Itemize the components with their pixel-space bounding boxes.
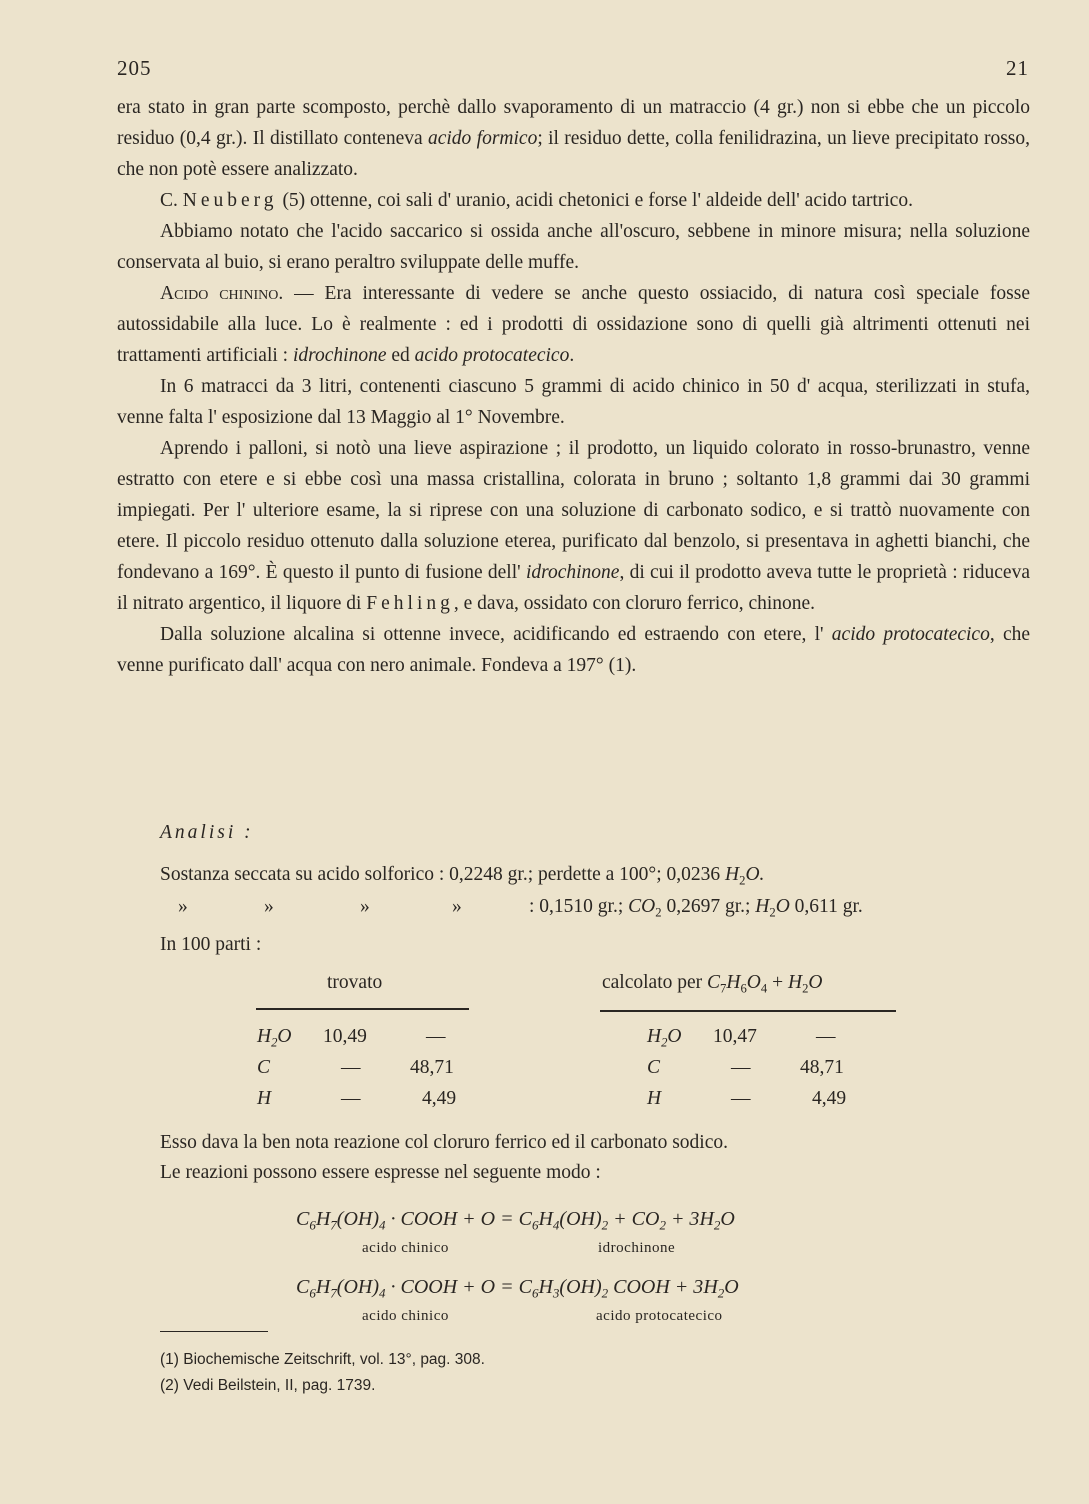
body-text: [117, 92, 1030, 681]
formula-symbol: O: [277, 1026, 292, 1047]
paragraph-9: Le reazioni possono essere espresse nel seguente modo :: [160, 1162, 601, 1183]
formula-symbol: (OH): [559, 1208, 602, 1230]
formula-symbol: (OH): [336, 1208, 380, 1230]
italic-term: acido protocatecico: [831, 624, 990, 645]
formula-symbol: C: [296, 1276, 310, 1298]
formula-symbol: O.: [745, 864, 765, 885]
paragraph-7: [117, 619, 1030, 681]
text-span: .: [569, 345, 575, 366]
formula-symbol: · COOH + O =: [385, 1208, 519, 1230]
formula-symbol: H: [699, 1208, 714, 1230]
formula-symbol: C: [518, 1208, 532, 1230]
footnote-2: (2) Vedi Beilstein, II, pag. 1739.: [160, 1377, 376, 1394]
footnote-divider: [160, 1331, 268, 1332]
italic-term: acido formico: [427, 128, 538, 149]
table-cell-element: H: [647, 1088, 662, 1109]
text-span: Aprendo i palloni, si notò una lieve aspirazione ; il prodotto, un liquido colorato in rosso-brunastro, venne estratto con etere e si ebbe così una massa cristallina, colorata in bruno ; soltanto 1,8 grammi dai 30 grammi impiegati. Per l' ulteriore esame, la si riprese con una soluzione di carbonato sodico, e si trattò nuovamente con etere. Il piccolo residuo ottenuto dalla soluzione eterea, purificato dal benzolo, si presentava in aghetti bianchi, che fondevano a 169°. È questo il punto di fusione dell': [117, 438, 1030, 583]
text-span: (5) ottenne, coi sali d' uranio, acidi chetonici e forse l' aldeide dell' acido tartrico.: [277, 190, 913, 211]
paragraph-8: Esso dava la ben nota reazione col cloruro ferrico ed il carbonato sodico.: [160, 1132, 728, 1153]
text-span: ed: [386, 345, 415, 366]
formula-symbol: O: [724, 1276, 739, 1298]
caption-hydroquinone: idrochinone: [598, 1240, 676, 1256]
formula-symbol: C: [296, 1208, 310, 1230]
analysis-heading: Analisi :: [160, 822, 254, 843]
page-number-left: 205: [117, 56, 152, 80]
footnote-1: (1) Biochemische Zeitschrift, vol. 13°, pag. 308.: [160, 1351, 485, 1368]
formula-subscript: 6: [740, 981, 747, 996]
table-cell-value: 10,47: [713, 1026, 757, 1047]
text-span: era stato in gran parte scomposto, perchè dallo svaporamento di un matraccio (4 gr.) non si ebbe che un piccolo residuo (0,4 gr.). Il distillato conteneva: [117, 97, 1030, 149]
section-heading: Acido chinino.: [160, 283, 284, 304]
table-cell-value: 4,49: [422, 1088, 457, 1109]
formula-symbol: H: [257, 1026, 272, 1047]
table-header-calculated: [602, 972, 822, 996]
formula-symbol: +: [608, 1208, 632, 1230]
formula-symbol: H: [538, 1276, 553, 1298]
formula-subscript: 4: [760, 981, 768, 996]
formula-subscript: 2: [769, 905, 776, 920]
formula-symbol: H: [726, 972, 741, 993]
formula-subscript: 2: [713, 1217, 721, 1233]
formula-subscript: 2: [717, 1285, 725, 1301]
formula-subscript: 7: [330, 1217, 337, 1233]
formula-symbol: H: [538, 1208, 553, 1230]
paragraph-5: In 6 matracci da 3 litri, contenenti ciascuno 5 grammi di acido chinico in 50 d' acqua, sterilizzati in stufa, venne falta l' esposizione dal 13 Maggio al 1° Novembre.: [117, 376, 1030, 428]
text-span: : 0,1510 gr.;: [529, 896, 629, 917]
in-100-parts: In 100 parti :: [160, 934, 262, 955]
table-cell-element: [647, 1026, 682, 1050]
formula-subscript: 7: [720, 981, 727, 996]
table-cell-value: —: [731, 1088, 751, 1109]
reaction-equation-2: [296, 1276, 739, 1302]
formula-symbol: C: [707, 972, 721, 993]
text-span: , che venne purificato dall' acqua con nero animale. Fondeva a 197° (1).: [117, 624, 1031, 676]
formula-subscript: 2: [655, 905, 662, 920]
analysis-line-2: [529, 896, 863, 920]
formula-symbol: O: [746, 972, 761, 993]
text-span: Dalla soluzione alcalina si ottenne invece, acidificando ed estraendo con etere, l': [160, 624, 832, 645]
formula-symbol: C: [518, 1276, 532, 1298]
formula-symbol: H: [315, 1208, 331, 1230]
formula-subscript: 6: [309, 1217, 316, 1233]
table-cell-value: 4,49: [812, 1088, 847, 1109]
formula-symbol: + 3: [665, 1208, 700, 1230]
formula-subscript: 2: [661, 1035, 668, 1050]
table-cell-element: H: [257, 1088, 272, 1109]
formula-symbol: H: [725, 864, 740, 885]
paragraph-1: [117, 92, 1030, 185]
formula-symbol: · COOH + O =: [385, 1276, 519, 1298]
table-cell-element: C: [647, 1057, 661, 1078]
italic-term: idrochinone: [525, 562, 620, 583]
formula-symbol: O: [667, 1026, 682, 1047]
table-cell-value: —: [731, 1057, 751, 1078]
page-number-right: 21: [1006, 56, 1029, 80]
text-span: ; il residuo dette, colla fenilidrazina, un lieve precipitato rosso, che non potè essere analizzato.: [117, 128, 1031, 180]
formula-symbol: H: [647, 1026, 662, 1047]
formula-subscript: 6: [531, 1285, 539, 1301]
ditto-mark: »: [452, 896, 462, 917]
text-span: , e dava, ossidato con cloruro ferrico, chinone.: [453, 593, 816, 614]
text-span: calcolato per: [602, 972, 708, 993]
formula-subscript: 2: [659, 1217, 666, 1233]
table-cell-value: 48,71: [800, 1057, 844, 1078]
table-rule-left: [256, 1008, 469, 1010]
formula-subscript: 4: [379, 1285, 386, 1301]
reaction-equation-1: [296, 1208, 735, 1234]
formula-subscript: 3: [552, 1285, 560, 1301]
caption-quinic-acid: acido chinico: [362, 1308, 449, 1324]
formula-subscript: 2: [802, 981, 809, 996]
formula-symbol: O: [808, 972, 823, 993]
formula-symbol: H: [787, 972, 803, 993]
table-cell-value: —: [816, 1026, 836, 1047]
paragraph-3: Abbiamo notato che l'acido saccarico si ossida anche all'oscuro, sebbene in minore misura; nella soluzione conservata al buio, si erano peraltro sviluppate delle muffe.: [117, 221, 1030, 273]
table-cell-value: 10,49: [323, 1026, 367, 1047]
formula-subscript: 2: [739, 873, 746, 888]
formula-subscript: 2: [601, 1217, 609, 1233]
ditto-mark: »: [360, 896, 370, 917]
formula-symbol: (OH): [336, 1276, 380, 1298]
text-span: , di cui il prodotto aveva tutte le proprietà : riduceva il nitrato argentico, il liquore di: [117, 562, 1030, 614]
formula-subscript: 7: [330, 1285, 337, 1301]
text-span: — Era interessante di vedere se anche questo ossiacido, di natura così speciale fosse autossidabile alla luce. Lo è realmente : ed i prodotti di ossidazione sono di quelli già altrimenti ottenuti nei trattamenti artificiali :: [117, 283, 1030, 366]
formula-symbol: H: [315, 1276, 331, 1298]
table-cell-element: [257, 1026, 292, 1050]
paragraph-4: [117, 278, 1030, 371]
formula-symbol: H: [755, 896, 770, 917]
table-header-found: trovato: [327, 972, 383, 993]
caption-quinic-acid: acido chinico: [362, 1240, 449, 1256]
formula-subscript: 4: [379, 1217, 386, 1233]
table-cell-value: —: [341, 1057, 361, 1078]
analysis-line-1: [160, 864, 764, 888]
formula-symbol: COOH + 3: [608, 1276, 704, 1298]
paragraph-6: [117, 433, 1030, 619]
author-name: Neuberg: [182, 190, 278, 211]
table-cell-value: 48,71: [410, 1057, 454, 1078]
text-span: 0,2697 gr.;: [661, 896, 756, 917]
formula-subscript: 4: [552, 1217, 560, 1233]
table-cell-value: —: [426, 1026, 446, 1047]
formula-symbol: (OH): [559, 1276, 602, 1298]
formula-symbol: H: [703, 1276, 718, 1298]
formula-subscript: 6: [309, 1285, 316, 1301]
italic-term: idrochinone: [292, 345, 387, 366]
formula-symbol: CO: [628, 896, 656, 917]
author-name: Fehling: [366, 593, 454, 614]
ditto-mark: »: [264, 896, 274, 917]
caption-protocatechuic-acid: acido protocatecico: [596, 1308, 723, 1324]
ditto-mark: »: [178, 896, 188, 917]
formula-subscript: 2: [271, 1035, 278, 1050]
formula-symbol: O: [720, 1208, 735, 1230]
italic-term: acido protocatecico: [414, 345, 570, 366]
text-span: C.: [160, 190, 183, 211]
formula-subscript: 6: [531, 1217, 539, 1233]
text-span: 0,611 gr.: [789, 896, 863, 917]
table-rule-right: [600, 1010, 896, 1012]
text-span: +: [767, 972, 788, 993]
formula-symbol: CO: [631, 1208, 660, 1230]
text-span: Sostanza seccata su acido solforico : 0,2248 gr.; perdette a 100°; 0,0236: [160, 864, 726, 885]
formula-symbol: O: [775, 896, 790, 917]
formula-subscript: 2: [601, 1285, 609, 1301]
paragraph-2: [117, 185, 1030, 216]
table-cell-element: C: [257, 1057, 271, 1078]
table-cell-value: —: [341, 1088, 361, 1109]
